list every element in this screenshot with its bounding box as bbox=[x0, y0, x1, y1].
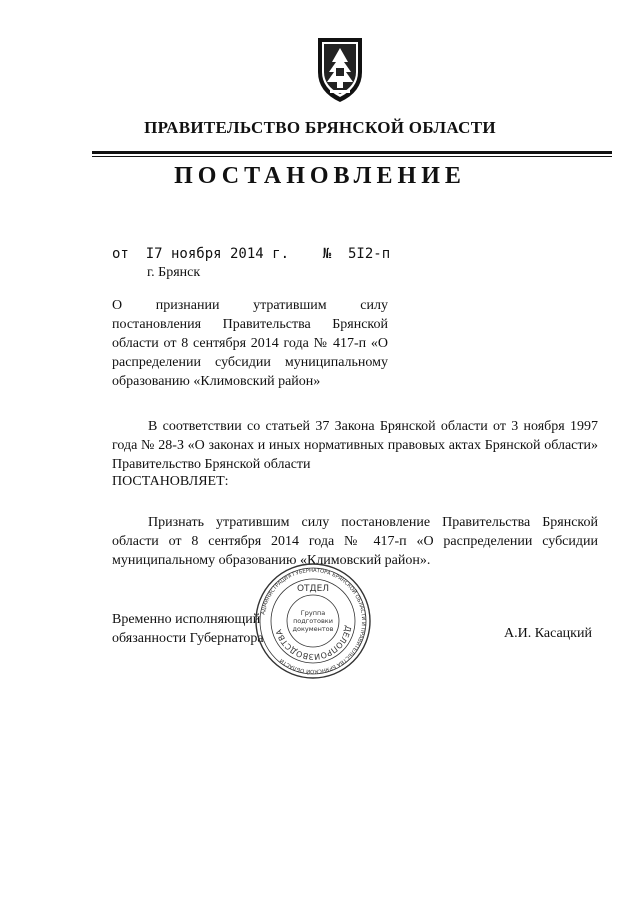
decree-word: ПОСТАНОВЛЯЕТ: bbox=[112, 474, 229, 489]
coat-of-arms-icon bbox=[310, 32, 370, 106]
header-divider-thick bbox=[92, 151, 612, 154]
stamp-center-line1: Группа bbox=[300, 609, 326, 617]
stamp-center-line3: документов bbox=[292, 625, 334, 633]
stamp-top-word: ОТДЕЛ bbox=[296, 584, 330, 594]
government-title: ПРАВИТЕЛЬСТВО БРЯНСКОЙ ОБЛАСТИ bbox=[144, 118, 496, 137]
stamp-center-line2: подготовки bbox=[293, 617, 333, 625]
operative-paragraph: Признать утратившим силу постановление Правительства Брянской области от 8 сентября 2014 года № 417-п «О распределении субсидии муниципальному образованию «Климовский район». bbox=[112, 515, 598, 568]
preamble-paragraph: В соответствии со статьей 37 Закона Брянской области от 3 ноября 1997 года № 28-З «О законах и иных нормативных правовых актах Брянской области» Правительство Брянской области bbox=[112, 419, 598, 472]
signatory-position-line1: Временно исполняющий bbox=[112, 612, 261, 627]
document-subject: О признании утратившим силу постановления Правительства Брянской области от 8 сентября 2014 года № 417-п «О распределении субсидии муниципальному образованию «Климовский район» bbox=[112, 298, 388, 389]
city: г. Брянск bbox=[147, 265, 201, 280]
signatory-position bbox=[112, 610, 264, 648]
date-number-line: от I7 ноября 2014 г. № 5I2-п bbox=[112, 246, 391, 262]
document-type: ПОСТАНОВЛЕНИЕ bbox=[174, 163, 466, 189]
signatory-name: А.И. Касацкий bbox=[504, 626, 592, 641]
stamp-ring-text: АДМИНИСТРАЦИЯ ГУБЕРНАТОРА БРЯНСКОЙ ОБЛАСТИ И ПРАВИТЕЛЬСТВА БРЯНСКОЙ ОБЛАСТИ bbox=[260, 567, 367, 675]
official-stamp bbox=[254, 562, 372, 680]
stamp-side-text: ДЕЛОПРОИЗВОДСТВА bbox=[274, 624, 353, 662]
signatory-position-line2: обязанности Губернатора bbox=[112, 631, 264, 646]
header-divider-thin bbox=[92, 156, 612, 157]
